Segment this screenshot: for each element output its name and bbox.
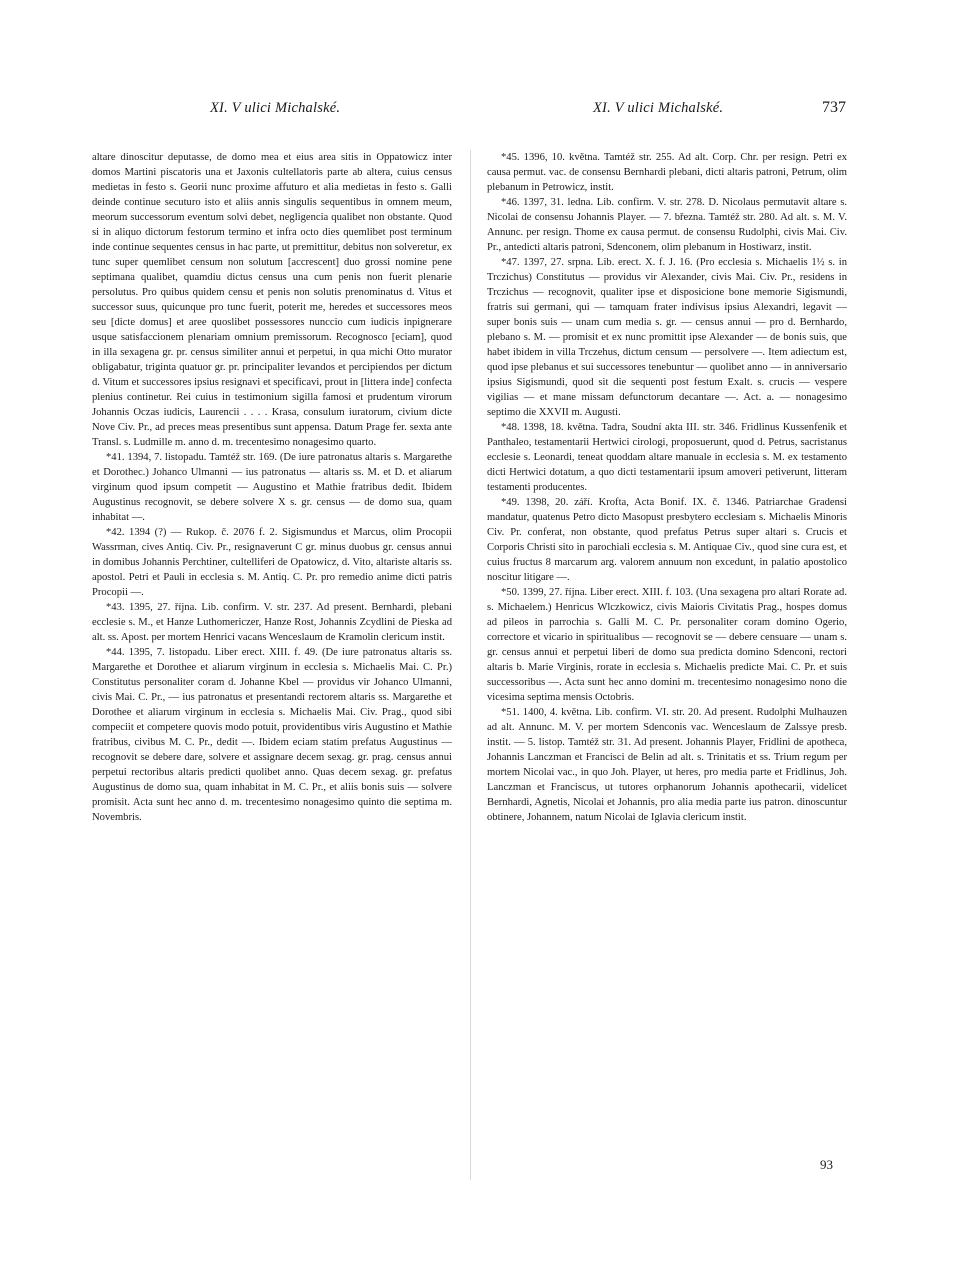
entry-42: *42. 1394 (?) — Rukop. č. 2076 f. 2. Sigismundus et Marcus, olim Procopii Wassrman, cives Antiq. Civ. Pr., resignaverunt C gr. minus duobus gr. census annui in domibus Johannis Perchtiner, cultelliferi de Opatowicz, d. Vito, altariste altaris ss. apostol. Petri et Pauli in ecclesia s. M. Antiq. C. Pr. pro remedio anime dicti patris Procopii —.: [92, 527, 452, 598]
entry-44: *44. 1395, 7. listopadu. Liber erect. XIII. f. 49. (De iure patronatus altaris ss. Margarethe et Dorothee et aliarum virginum in ecclesia s. Michaelis Mai. C. Pr.) Constitutus personaliter coram d. Johanne Kbel — providus vir Johanco Ulmanni, civis Mai. C. Pr., — ius patronatus et presentandi rectorem altaris ss. Margarethe et Dorothee et aliarum virginum in ecclesia s. Michaelis Mai. Civ. Prag., quod sibi compeciit et competere quovis modo potuit, providentibus viris Augustino et Mathie fratribus, civibus M. C. Pr., dedit —. Ibidem eciam statim prefatus Augustinus — recognovit se debere dare, solvere et assignare decem sexag. gr. prag. census annui perpetui rectoribus altaris predicti quolibet anno. Quas decem sexag. gr. prefatus Augustinus de domo sua, quam inhabitat in M. C. Pr., et aliis bonis suis — solvere promisit. Acta sunt hec anno d. m. trecentesimo nonagesimo quinto die septima m. Novembris.: [92, 647, 452, 823]
entry-50: *50. 1399, 27. října. Liber erect. XIII. f. 103. (Una sexagena pro altari Rorate ad. s. Michaelem.) Henricus Wlczkowicz, civis Maioris Civitatis Prag., hospes domus ad pileos in parrochia s. Galli M. C. Pr. personaliter coram domino Ogerio, correctore et vicario in spiritualibus — recognovit se — debere censuare — unam s. gr. census annui et perpetui liberi de domo sua predicta domino Sdenconi, rectori altaris b. Marie Virginis, rorate in ecclesia s. Michaelis predicte Mai. C. Pr. et suis successoribus —. Acta sunt hec anno domini m. trecentesimo nonagesimo nono die vicesima septima mensis Octobris.: [487, 587, 847, 703]
column-divider: [470, 150, 471, 1180]
left-column: [92, 150, 452, 825]
right-column: [487, 150, 847, 825]
running-header-left: XI. V ulici Michalské.: [210, 100, 341, 116]
entry-45: *45. 1396, 10. května. Tamtéž str. 255. Ad alt. Corp. Chr. per resign. Petri ex causa permut. vac. de consensu Bernhardi plebani, dicti altaris patroni, Petrum, olim plebanum in Petrowicz, instit.: [487, 152, 847, 193]
running-header-right: XI. V ulici Michalské.: [593, 100, 724, 116]
entry-48: *48. 1398, 18. května. Tadra, Soudní akta III. str. 346. Fridlinus Kussenfenik et Panthaleo, testamentarii Hertwici cirologi, proposuerunt, quod d. Petrus, sacristanus ecclesie s. Leonardi, teneat quoddam altare manuale in ecclesia s. M. ex testamento dicti Hertwici dotatum, a quo dicti testamentarii ipsum amoveri petiverunt, litteram testamenti producentes.: [487, 422, 847, 493]
entry-43: *43. 1395, 27. října. Lib. confirm. V. str. 237. Ad present. Bernhardi, plebani ecclesie s. M., et Hanze Luthomericzer, Hanze Rost, Johannis Zcydlini de Pieska ad alt. ss. Apost. per mortem Henrici vacans Wenceslaum de Kramolin clericum instit.: [92, 602, 452, 643]
entry-41: *41. 1394, 7. listopadu. Tamtéž str. 169. (De iure patronatus altaris s. Margarethe et Dorothec.) Johanco Ulmanni — ius patronatus — altaris ss. M. et D. et aliarum virginum quod ipsum competit — Augustino et Mathie fratribus dedit. Ibidem Augustinus recognovit, se debere solvere X s. gr. census — de domo sua, quam inhabitat —.: [92, 452, 452, 523]
paragraph-continuation: altare dinoscitur deputasse, de domo mea et eius area sitis in Oppatowicz inter domos Martini piscatoris una et Jaxonis cultellatoris parte ab altera, cuius census medietas in festo s. Georii nunc proxime affuturo et alia medietas in festo s. Galli deinde continue secuturo isto et aliis annis singulis sequentibus in omnem meum, meorum successorum eventum solvi debet, negligencia qualibet non obstante. Quod si in aliquo dictorum festorum termino et infra octo dies quemlibet post terminum inde continue sequentes census in hac parte, ut premittitur, debitus non solveretur, ex tunc super quemlibet censum non solutum [accrescent] duo grossi nomine pene septimana qualibet, quamdiu dictus census una cum penis non fuerit plenarie persolutus. Pro quibus quidem censu et penis non solutis prenominatus d. Vitus et successor suus, quicunque pro tunc fuerit, poterit me, heredes et successores meos seu [dicte domus] et aree quoslibet possessores nunccio cum iudicis inpignerare usque satisfaccionem plenariam omnium premissorum. Recognosco [eciam], quod in illa sexagena gr. pr. census similiter annui et perpetui, in qua michi Otto murator obligabatur, triginta quatuor gr. pr. principaliter levandos et percipiendos per dictum d. Vitum et successores ipsius resignavi et specificavi, prout in [littera inde] confecta plenius continetur. Rei cuius in testimonium sigilla famosi et prudentum virorum Johannis Oczas iudicis, Laurencii . . . . Krasa, consulum iuratorum, civium dicte Nove Civ. Pr., ad preces meas presentibus sunt appensa. Datum Prage fer. sexta ante Transl. s. Ludmille m. anno d. m. trecentesimo nonagesimo quarto.: [92, 152, 452, 448]
entry-47: *47. 1397, 27. srpna. Lib. erect. X. f. J. 16. (Pro ecclesia s. Michaelis 1½ s. in Trczichus) Constitutus — providus vir Alexander, civis Mai. Civ. Pr., residens in Trczichus — recognovit, qualiter ipse et disposicione bone memorie Sigismundi, fratris sui germani, qui — tamquam frater indivisus ipsius Alexandri, legavit — super bonis suis — unam cum media s. gr. — census annui — pro d. Bernhardo, plebano s. M. — promisit et ex nunc promittit ipse Alexander — de bonis suis, que habet ibidem in villa Trczehus, dictum censum — persolvere —. Item adiectum est, quod ipse plebanus et sui successores tenebuntur — quolibet anno — in anniversario ipsius Sigismundi, quod sit die sequenti post festum Exalt. s. crucis — vespere vigilias — et mane missam defunctorum decantare —. Act. a. — nonagesimo septimo die XXVII m. Augusti.: [487, 257, 847, 418]
entry-49: *49. 1398, 20. září. Krofta, Acta Bonif. IX. č. 1346. Patriarchae Gradensi mandatur, quatenus Petro dicto Masopust presbytero ecclesiam s. Michaelis Minoris Civ. Pr. conferat, non obstante, quod prefatus Petrus super altari s. Crucis et Corporis Christi sito in parochiali ecclesia s. M. Antiquae Civ., quod sine cura est, et cuius fructus 8 marcarum arg. valorem annuum non excedunt, in palatio apostolico noscitur litigare —.: [487, 497, 847, 583]
signature-mark: 93: [820, 1157, 833, 1172]
page-number: 737: [822, 99, 846, 116]
entry-51: *51. 1400, 4. května. Lib. confirm. VI. str. 20. Ad present. Rudolphi Mulhauzen ad alt. Annunc. M. V. per mortem Sdenconis vac. Wenceslaum de Zalssye presb. instit. — 5. listop. Tamtéž str. 31. Ad present. Johannis Player, Fridlini de apotheca, Johannis Lanczman et Francisci de Belin ad alt. s. Trinitatis et ss. Trium regum per mortem Nicolai vac., in quo Joh. Player, ut heres, pro media parte et Fridlinus, Joh. Lanczman et Franciscus, ut tutores orphanorum Johannis apothecarii, videlicet Bernhardi, Agnetis, Nicolai et Johannis, pro alia media parte ius patron. dinoscuntur obtinere, Johannem, natum Nicolai de Iglavia clericum instit.: [487, 707, 847, 823]
entry-46: *46. 1397, 31. ledna. Lib. confirm. V. str. 278. D. Nicolaus permutavit altare s. Nicolai de consensu Johannis Player. — 7. března. Tamtéž str. 280. Ad alt. s. M. V. Annunc. per resign. Thome ex causa permut. de consensu Rudolphi, civis Mai. Civ. Pr., antedicti altaris patroni, Sdenconem, olim plebanum in Hostiwarz, instit.: [487, 197, 847, 253]
